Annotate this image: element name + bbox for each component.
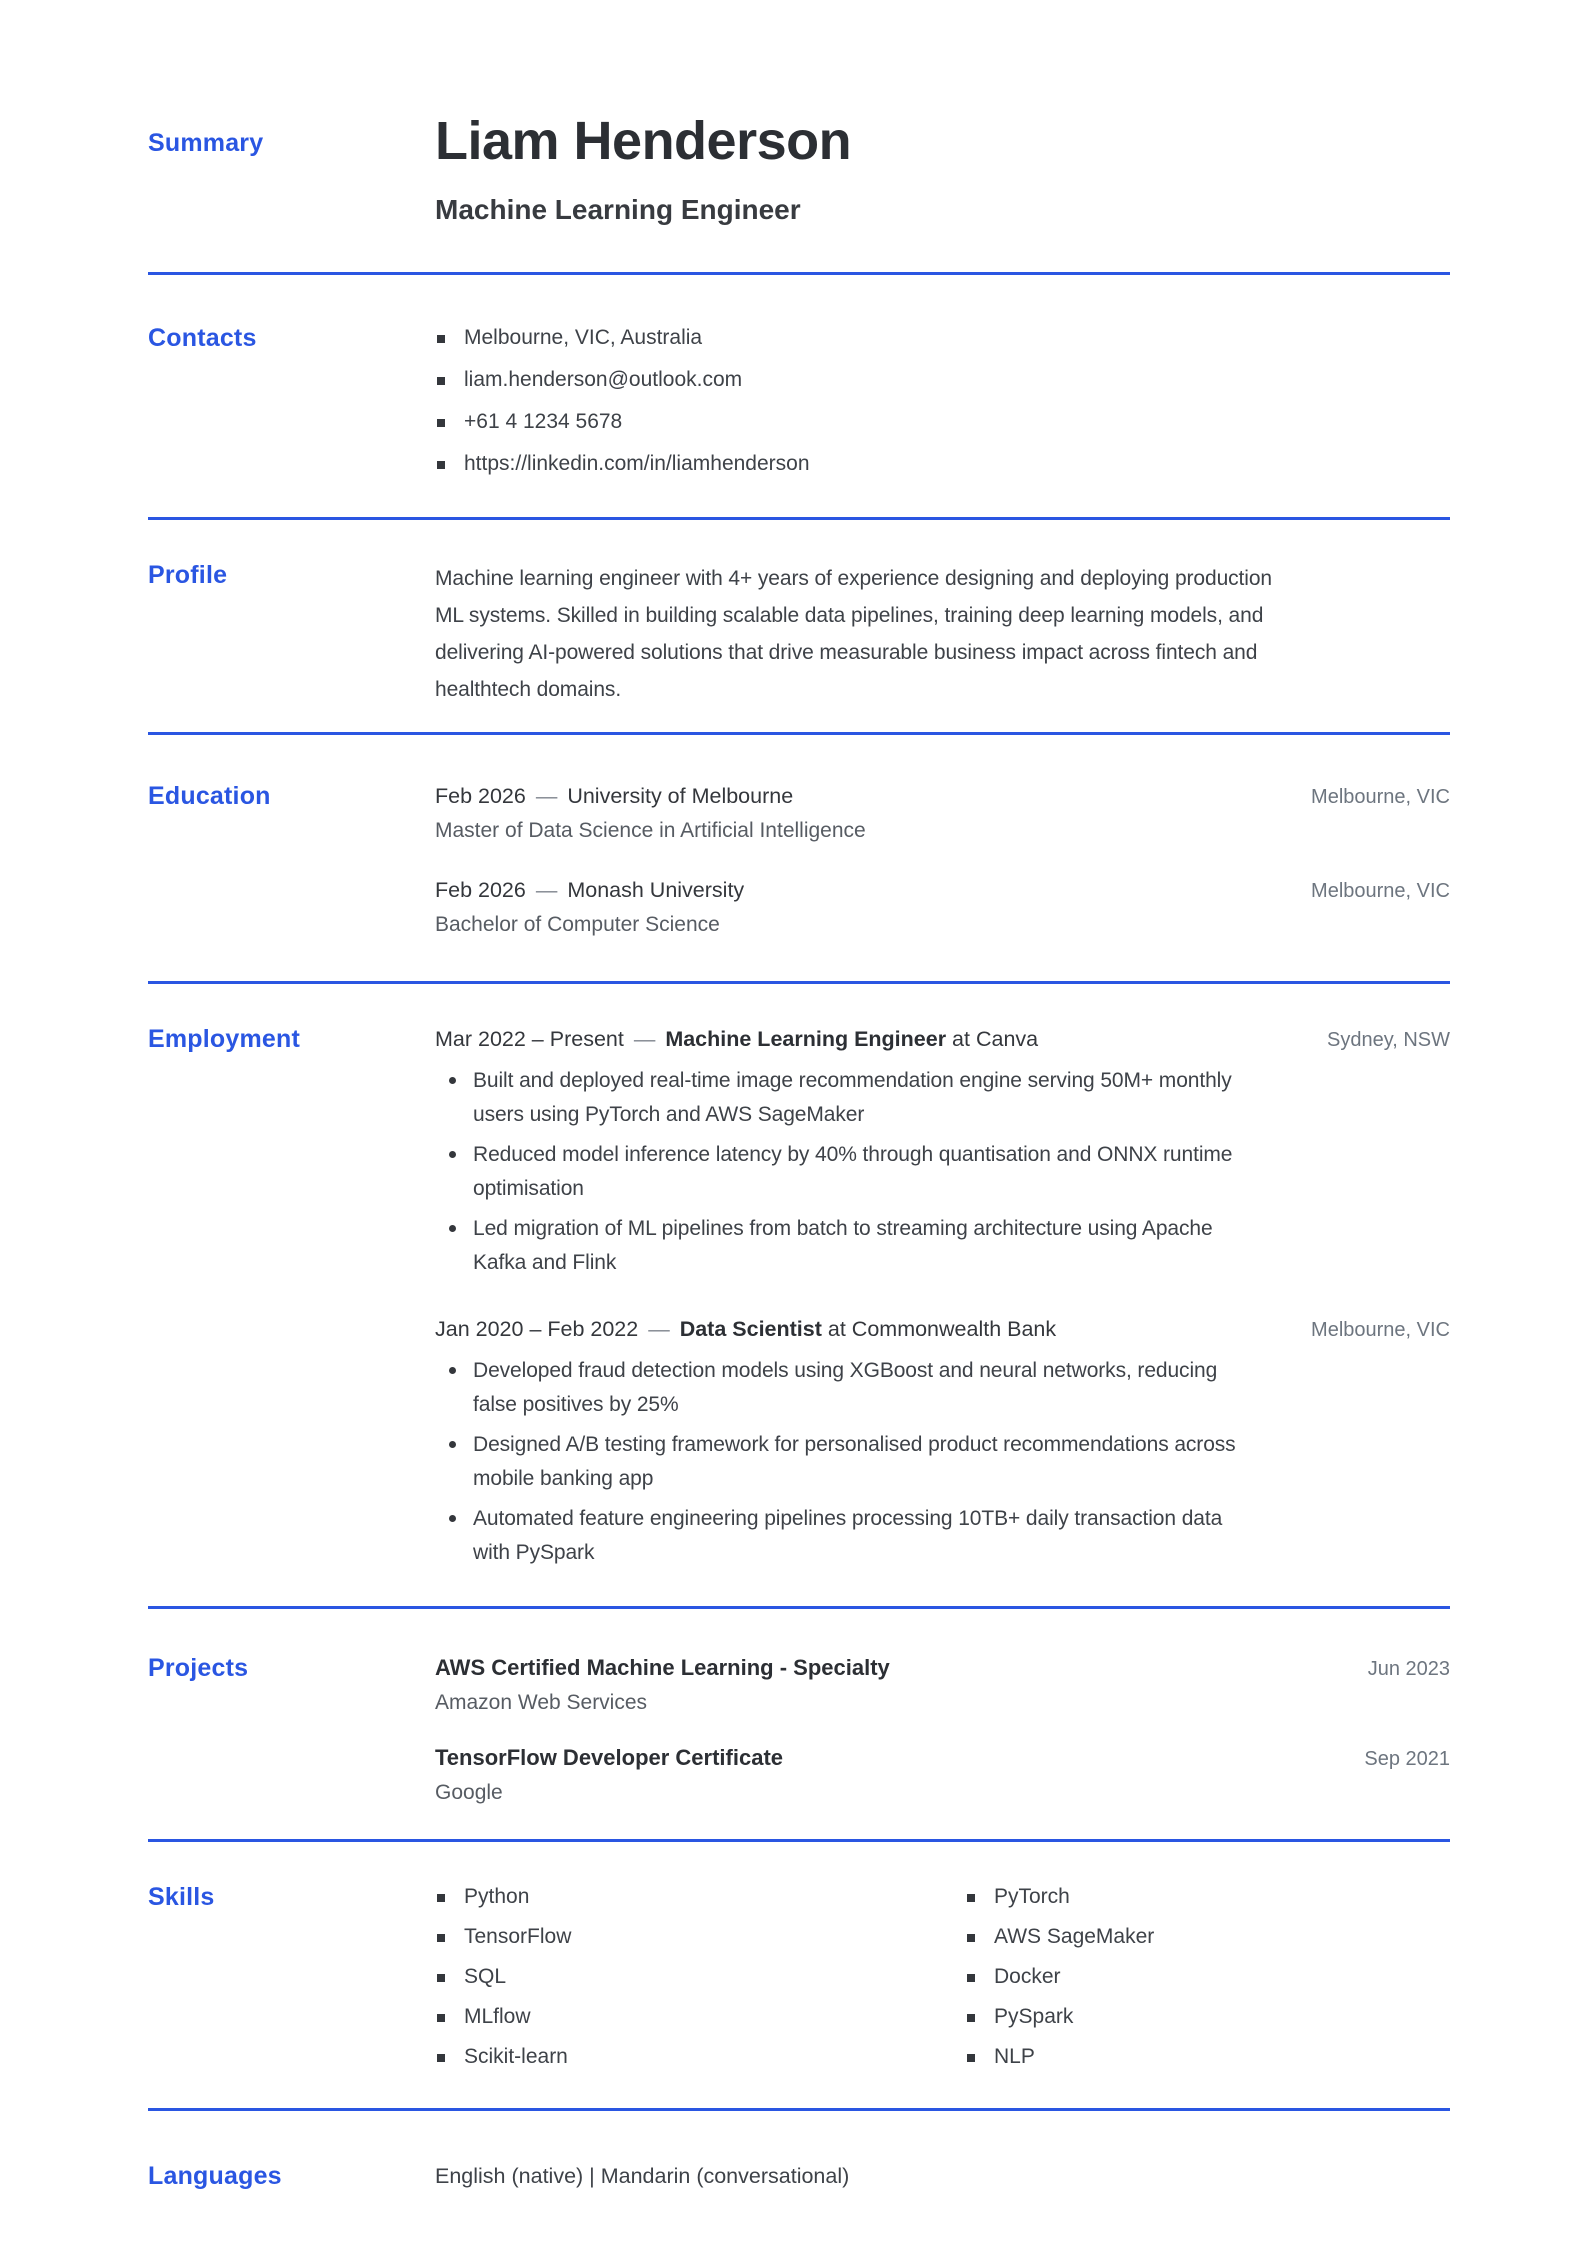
education-entries [435,781,1450,941]
skill-item [965,2042,1450,2072]
skill-text: Docker [994,1965,1061,1988]
job-bullet [435,1212,1245,1280]
skill-text: NLP [994,2045,1035,2068]
job-bullet [435,1502,1245,1570]
contact-item-location [435,323,1450,353]
skill-text: AWS SageMaker [994,1925,1155,1948]
job-bullet-text: Developed fraud detection models using XGBoost and neural networks, reducing false positives by 25% [473,1359,1218,1416]
section-label-employment: Employment [148,1025,301,1053]
job-bullet-text: Built and deployed real-time image recommendation engine serving 50M+ monthly users using PyTorch and AWS SageMaker [473,1069,1232,1126]
job-company: Commonwealth Bank [851,1317,1057,1341]
project-title: TensorFlow Developer Certificate [435,1745,784,1770]
section-employment [148,984,1450,1609]
project-date: Sep 2021 [1364,1748,1450,1770]
section-summary [148,112,1450,275]
square-bullet-icon [437,377,445,385]
job-entry [435,1024,1450,1280]
job-connector: at [952,1027,970,1051]
job-period: Mar 2022 – Present [435,1027,624,1051]
skill-text: Scikit-learn [464,2045,568,2068]
contact-text: Melbourne, VIC, Australia [464,326,703,349]
contact-item-linkedin [435,449,1450,479]
project-title: AWS Certified Machine Learning - Specialty [435,1655,890,1680]
skills-column-2 [965,1882,1450,2072]
square-bullet-icon [437,461,445,469]
contact-item-phone [435,407,1450,437]
skill-item [435,2042,965,2072]
education-degree: Bachelor of Computer Science [435,913,720,936]
square-bullet-icon [437,1934,445,1942]
dash-separator: — [535,878,558,902]
dash-separator: — [648,1317,670,1341]
dot-bullet-icon [449,1441,456,1448]
square-bullet-icon [437,2014,445,2022]
education-location: Melbourne, VIC [1311,880,1450,902]
section-label-skills: Skills [148,1883,215,1911]
education-entry-header [435,875,1450,905]
project-org: Google [435,1781,503,1804]
skill-item [965,1962,1450,1992]
dash-separator: — [535,784,558,808]
project-entries [435,1653,1450,1809]
dot-bullet-icon [449,1151,456,1158]
summary-content [435,112,1450,226]
square-bullet-icon [437,2054,445,2062]
job-bullet-text: Automated feature engineering pipelines processing 10TB+ daily transaction data with PySpark [473,1507,1223,1564]
education-institution: University of Melbourne [567,784,794,808]
square-bullet-icon [967,1974,975,1982]
dash-separator: — [633,1027,656,1051]
skill-item [435,1922,965,1952]
skill-item [965,2002,1450,2032]
section-profile [148,520,1450,735]
section-label-profile: Profile [148,561,228,589]
skill-text: PyTorch [994,1885,1070,1908]
section-label-contacts: Contacts [148,324,257,352]
job-bullet-text: Led migration of ML pipelines from batch to streaming architecture using Apache Kafka and Flink [473,1217,1213,1274]
job-bullet [435,1138,1245,1206]
section-contacts [148,275,1450,520]
education-entry [435,781,1450,847]
skill-item [435,1962,965,1992]
job-entry [435,1314,1450,1570]
job-bullet [435,1354,1245,1422]
skill-item [965,1882,1450,1912]
project-org: Amazon Web Services [435,1691,648,1714]
section-projects [148,1609,1450,1842]
person-job-title: Machine Learning Engineer [435,194,801,225]
education-degree: Master of Data Science in Artificial Intelligence [435,819,866,842]
square-bullet-icon [437,1974,445,1982]
contact-text: liam.henderson@outlook.com [464,368,743,391]
contact-text: https://linkedin.com/in/liamhenderson [464,452,810,475]
project-header [435,1743,1450,1773]
project-entry [435,1653,1450,1719]
section-skills [148,1842,1450,2111]
section-education [148,735,1450,984]
skill-text: TensorFlow [464,1925,572,1948]
job-header [435,1314,1450,1344]
education-date: Feb 2026 [435,878,526,902]
job-title: Machine Learning Engineer [665,1027,947,1051]
education-location: Melbourne, VIC [1311,786,1450,808]
skill-text: PySpark [994,2005,1074,2028]
job-title: Data Scientist [679,1317,822,1341]
square-bullet-icon [437,335,445,343]
skill-item [965,1922,1450,1952]
education-entry-header [435,781,1450,811]
contact-list [435,323,1450,479]
skill-item [435,2002,965,2032]
job-header [435,1024,1450,1054]
square-bullet-icon [967,2014,975,2022]
section-label-education: Education [148,782,271,810]
section-label-projects: Projects [148,1654,249,1682]
person-name: Liam Henderson [435,111,852,171]
dot-bullet-icon [449,1225,456,1232]
education-headline [435,781,793,811]
square-bullet-icon [967,1894,975,1902]
job-bullet-text: Designed A/B testing framework for personalised product recommendations across mobile banking app [473,1433,1236,1490]
languages-text: English (native) | Mandarin (conversational) [435,2164,850,2188]
skills-columns [435,1882,1450,2072]
profile-text: Machine learning engineer with 4+ years of experience designing and deploying production ML systems. Skilled in building scalable data pipelines, training deep learning models, and delivering AI-powered solutions that drive measurable business impact across fintech and healthtech domains. [435,567,1273,701]
dot-bullet-icon [449,1515,456,1522]
section-languages [148,2111,1450,2191]
skill-text: MLflow [464,2005,531,2028]
square-bullet-icon [437,419,445,427]
job-location: Sydney, NSW [1327,1029,1450,1051]
square-bullet-icon [967,1934,975,1942]
job-bullet-list [435,1354,1245,1570]
square-bullet-icon [967,2054,975,2062]
skills-column-1 [435,1882,965,2072]
education-institution: Monash University [567,878,745,902]
job-headline [435,1024,1038,1054]
job-connector: at [827,1317,846,1341]
dot-bullet-icon [449,1367,456,1374]
education-entry [435,875,1450,941]
contact-item-email [435,365,1450,395]
project-date: Jun 2023 [1367,1658,1450,1680]
employment-jobs [435,1024,1450,1570]
education-headline [435,875,744,905]
dot-bullet-icon [449,1077,456,1084]
job-period: Jan 2020 – Feb 2022 [435,1317,639,1341]
skill-item [435,1882,965,1912]
job-company: Canva [975,1027,1039,1051]
section-label-languages: Languages [148,2162,282,2190]
job-headline [435,1314,1056,1344]
project-header [435,1653,1450,1683]
project-entry [435,1743,1450,1809]
job-location: Melbourne, VIC [1311,1319,1450,1341]
contact-text: +61 4 1234 5678 [464,410,623,433]
job-bullet-list [435,1064,1245,1280]
section-label-summary: Summary [148,129,264,157]
skill-text: SQL [464,1965,507,1988]
job-bullet [435,1064,1245,1132]
job-bullet-text: Reduced model inference latency by 40% through quantisation and ONNX runtime optimisation [473,1143,1233,1200]
job-bullet [435,1428,1245,1496]
skill-text: Python [464,1885,530,1908]
education-date: Feb 2026 [435,784,526,808]
square-bullet-icon [437,1894,445,1902]
